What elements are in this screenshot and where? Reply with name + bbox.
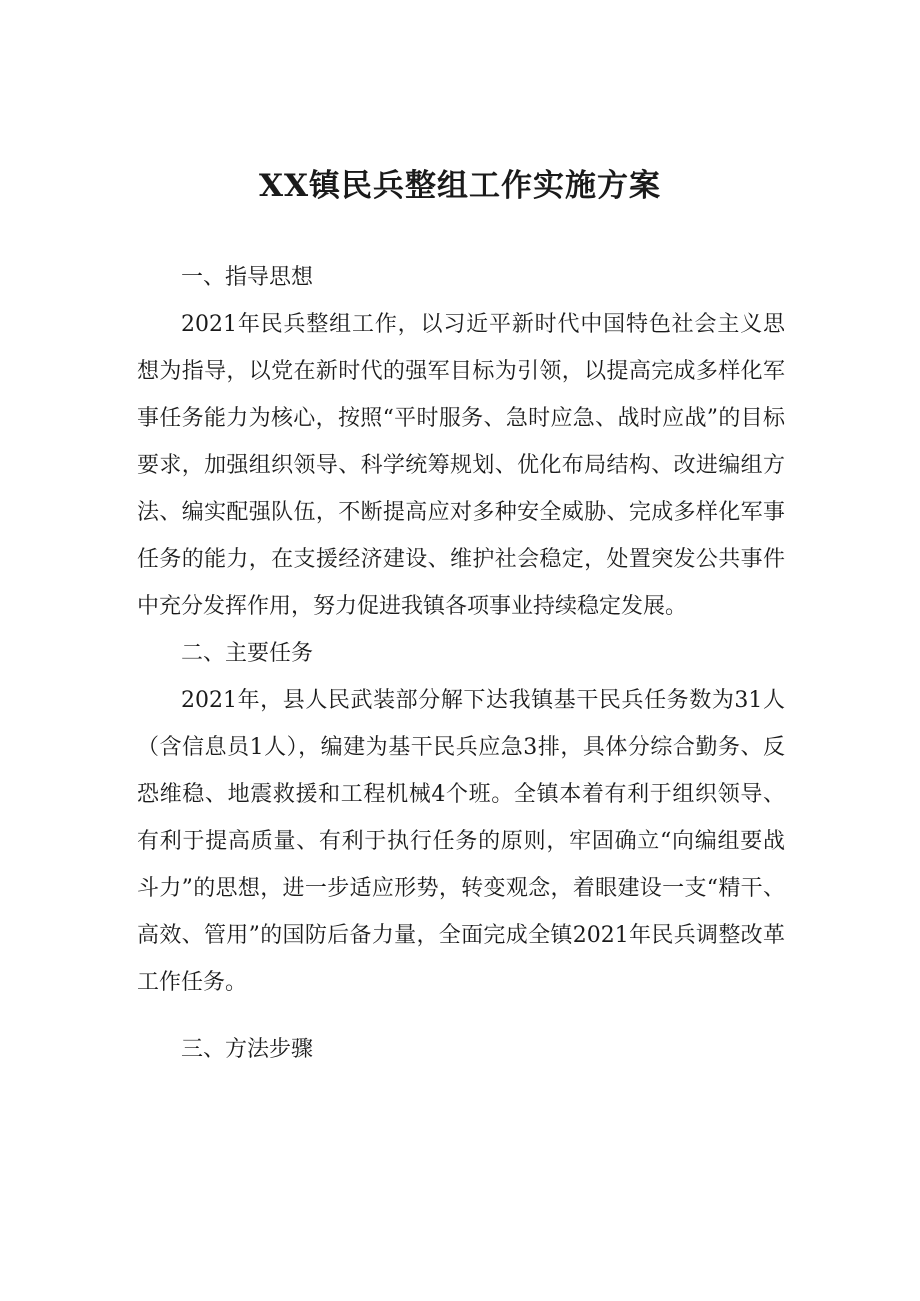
section-paragraph-main-tasks: 2021年，县人民武装部分解下达我镇基干民兵任务数为31人（含信息员1人），编建为基干民兵应急3排，具体分综合勤务、反恐维稳、地震救援和工程机械4个班。全镇本着有利于组织领导、有利于提高质量、有利于执行任务的原则，牢固确立“向编组要战斗力”的思想，进一步适应形势，转变观念，着眼建设一支“精干、高效、管用”的国防后备力量，全面完成全镇2021年民兵调整改革工作任务。 bbox=[137, 688, 785, 995]
document-body bbox=[137, 254, 785, 1073]
section-heading-methods-steps: 三、方法步骤 bbox=[181, 1037, 314, 1062]
section-heading-main-tasks: 二、主要任务 bbox=[181, 641, 314, 666]
document-title: XX镇民兵整组工作实施方案 bbox=[258, 168, 662, 204]
section-heading-guiding-ideology: 一、指导思想 bbox=[181, 265, 314, 290]
section-paragraph-guiding-ideology: 2021年民兵整组工作，以习近平新时代中国特色社会主义思想为指导，以党在新时代的强军目标为引领，以提高完成多样化军事任务能力为核心，按照“平时服务、急时应急、战时应战”的目标要求，加强组织领导、科学统筹规划、优化布局结构、改进编组方法、编实配强队伍，不断提高应对多种安全威胁、完成多样化军事任务的能力，在支援经济建设、维护社会稳定，处置突发公共事件中充分发挥作用，努力促进我镇各项事业持续稳定发展。 bbox=[137, 312, 785, 619]
